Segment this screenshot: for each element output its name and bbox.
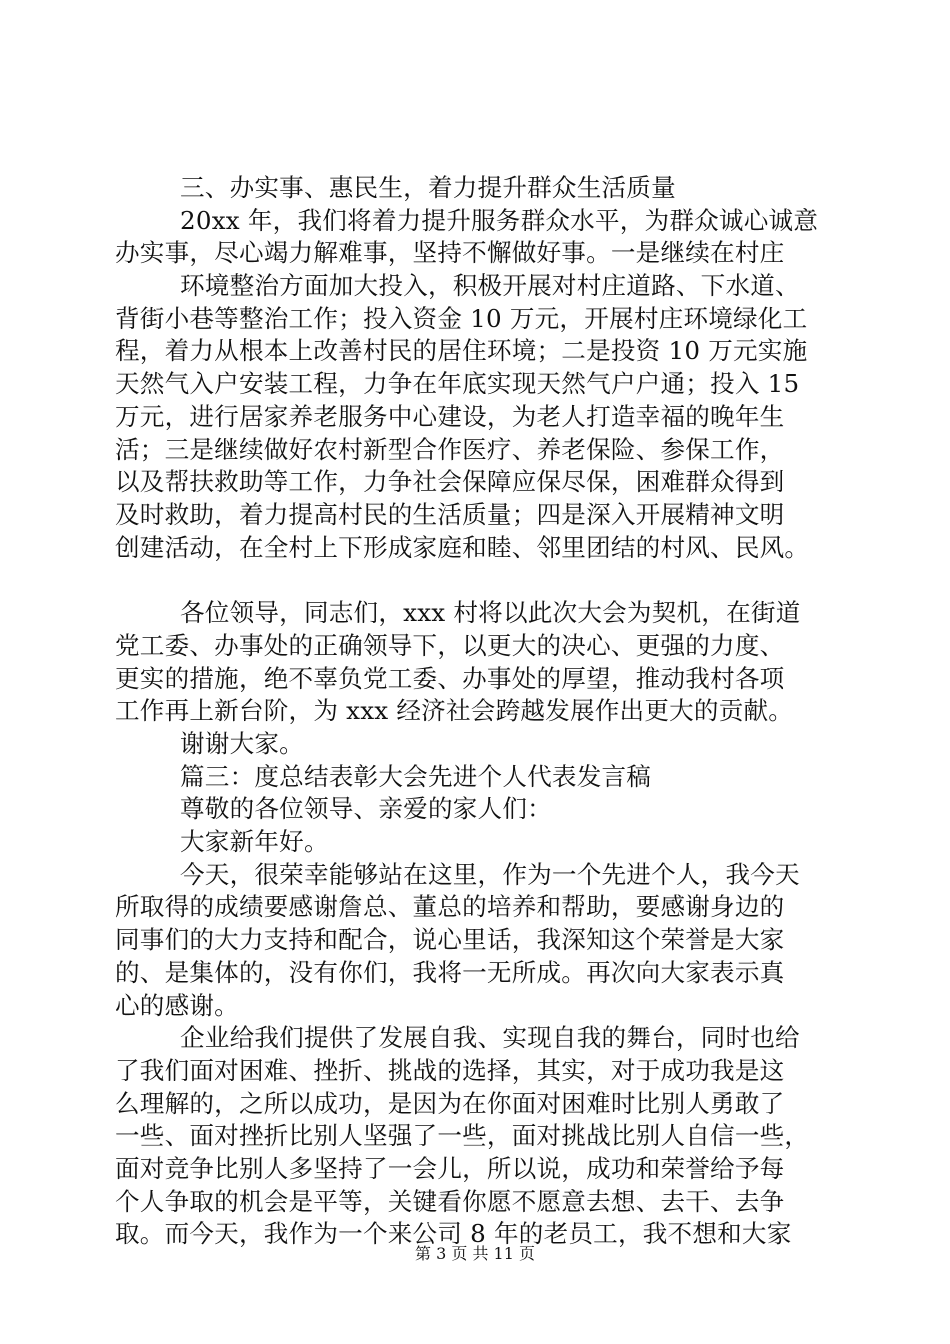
- paragraph-line: 面对竞争比别人多坚持了一会儿，所以说，成功和荣誉给予每: [115, 1153, 785, 1183]
- paragraph-line: 环境整治方面加大投入，积极开展对村庄道路、下水道、: [180, 271, 800, 301]
- paragraph-line: 工作再上新台阶，为 xxx 经济社会跨越发展作出更大的贡献。: [115, 696, 794, 726]
- paragraph-line: 所取得的成绩要感谢詹总、董总的培养和帮助，要感谢身边的: [115, 892, 785, 922]
- paragraph-line: 活；三是继续做好农村新型合作医疗、养老保险、参保工作，: [115, 434, 785, 464]
- paragraph-line: 同事们的大力支持和配合，说心里话，我深知这个荣誉是大家: [115, 925, 785, 955]
- paragraph-line: 企业给我们提供了发展自我、实现自我的舞台，同时也给: [180, 1023, 800, 1053]
- paragraph-line: 了我们面对困难、挫折、挑战的选择，其实，对于成功我是这: [115, 1055, 785, 1085]
- paragraph-line: 个人争取的机会是平等，关键看你愿不愿意去想、去干、去争: [115, 1186, 785, 1216]
- paragraph-line: 更实的措施，绝不辜负党工委、办事处的厚望，推动我村各项: [115, 663, 785, 693]
- page-number-footer: 第 3 页 共 11 页: [415, 1244, 535, 1263]
- paragraph-line: 办实事，尽心竭力解难事，坚持不懈做好事。一是继续在村庄: [115, 238, 785, 268]
- paragraph-line: 一些、面对挫折比别人坚强了一些，面对挑战比别人自信一些，: [115, 1121, 810, 1151]
- paragraph-line: 各位领导，同志们，xxx 村将以此次大会为契机，在街道: [180, 598, 801, 628]
- paragraph-line: 心的感谢。: [115, 990, 239, 1020]
- paragraph-line: 今天，很荣幸能够站在这里，作为一个先进个人，我今天: [180, 859, 800, 889]
- thanks-line: 谢谢大家。: [180, 729, 304, 758]
- greeting-line: 大家新年好。: [180, 827, 329, 857]
- paragraph-line: 背街小巷等整治工作；投入资金 10 万元，开展村庄环境绿化工: [115, 303, 808, 333]
- paragraph-line: 的、是集体的，没有你们，我将一无所成。再次向大家表示真: [115, 957, 785, 987]
- paragraph-line: 万元，进行居家养老服务中心建设，为老人打造幸福的晚年生: [115, 401, 785, 431]
- document-body: [115, 172, 855, 1251]
- paragraph-line: 创建活动，在全村上下形成家庭和睦、邻里团结的村风、民风。: [115, 532, 810, 562]
- section-heading: 三、办实事、惠民生，着力提升群众生活质量: [180, 173, 676, 202]
- paragraph-line: 取。而今天，我作为一个来公司 8 年的老员工，我不想和大家: [115, 1219, 792, 1249]
- paragraph-line: 以及帮扶救助等工作，力争社会保障应保尽保，困难群众得到: [115, 467, 785, 497]
- paragraph-line: 么理解的，之所以成功，是因为在你面对困难时比别人勇敢了: [115, 1088, 785, 1118]
- greeting-line: 尊敬的各位领导、亲爱的家人们：: [180, 794, 552, 824]
- paragraph-line: 天然气入户安装工程，力争在年底实现天然气户户通；投入 15: [115, 369, 800, 399]
- paragraph-line: 党工委、办事处的正确领导下，以更大的决心、更强的力度、: [115, 630, 785, 660]
- paragraph-line: 程，着力从根本上改善村民的居住环境；二是投资 10 万元实施: [115, 336, 808, 366]
- paragraph-line: 20xx 年，我们将着力提升服务群众水平，为群众诚心诚意: [180, 205, 819, 235]
- article-title: 篇三：度总结表彰大会先进个人代表发言稿: [180, 761, 652, 791]
- blank-line: [115, 564, 855, 597]
- paragraph-line: 及时救助，着力提高村民的生活质量；四是深入开展精神文明: [115, 499, 785, 529]
